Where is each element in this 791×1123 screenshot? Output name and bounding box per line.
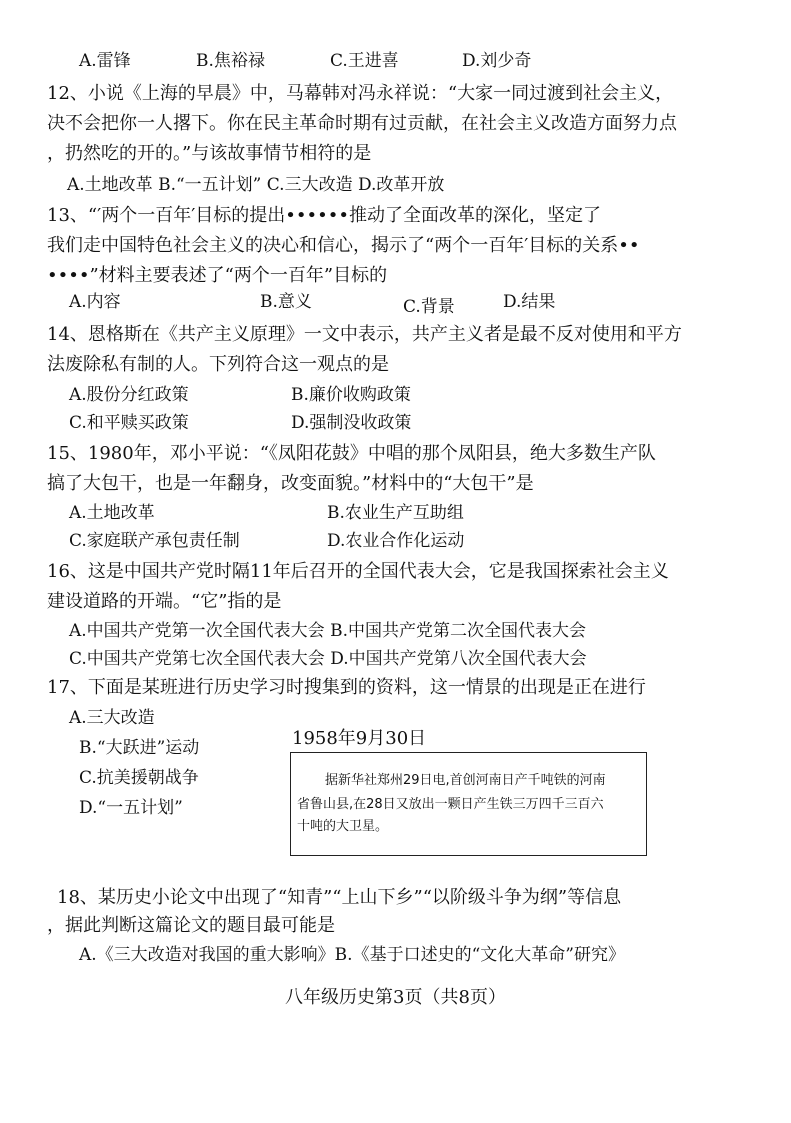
q17-option-b: B.“大跃进”运动 bbox=[79, 738, 200, 758]
q16-options-cd: C.中国共产党第七次全国代表大会 D.中国共产党第八次全国代表大会 bbox=[69, 649, 587, 669]
q15-option-d: D.农业合作化运动 bbox=[327, 531, 465, 551]
q11-option-c: C.王进喜 bbox=[330, 51, 399, 71]
q17-material-line-3: 十吨的大卫星。 bbox=[297, 819, 389, 834]
q18-stem-line-2: ，据此判断这篇论文的题目最可能是 bbox=[47, 915, 335, 936]
q13-option-a: A.内容 bbox=[69, 292, 121, 312]
q15-stem-line-1: 15、1980年，邓小平说：“《凤阳花鼓》中唱的那个凤阳县，绝大多数生产队 bbox=[47, 443, 656, 464]
q13-option-d: D.结果 bbox=[503, 292, 556, 312]
q18-stem-line-1: 18、某历史小论文中出现了“知青”“上山下乡”“以阶级斗争为纲”等信息 bbox=[57, 887, 622, 908]
q15-option-b: B.农业生产互助组 bbox=[327, 503, 464, 523]
q15-option-c: C.家庭联产承包责任制 bbox=[69, 531, 240, 551]
q14-stem-line-1: 14、恩格斯在《共产主义原理》一文中表示，共产主义者是最不反对使用和平方 bbox=[47, 324, 682, 345]
q15-stem-line-2: 搞了大包干，也是一年翻身，改变面貌。”材料中的“大包干”是 bbox=[47, 473, 534, 494]
q16-stem-line-1: 16、这是中国共产党时隔11年后召开的全国代表大会，它是我国探索社会主义 bbox=[47, 561, 669, 582]
q14-option-d: D.强制没收政策 bbox=[291, 413, 412, 433]
q14-option-c: C.和平赎买政策 bbox=[69, 413, 189, 433]
q13-stem-line-2: 我们走中国特色社会主义的决心和信心，揭示了“两个一百年′目标的关系•• bbox=[47, 235, 640, 256]
q17-material-line-1: 据新华社郑州29日电,首创河南日产千吨铁的河南 bbox=[325, 773, 606, 788]
q13-stem-line-1: 13、“′两个一百年′目标的提出••••••推动了全面改革的深化，坚定了 bbox=[47, 205, 601, 226]
q11-option-a: A.雷锋 bbox=[79, 51, 131, 71]
q17-material-line-2: 省鲁山县,在28日又放出一颗日产生铁三万四千三百六 bbox=[297, 797, 604, 812]
q16-options-ab: A.中国共产党第一次全国代表大会 B.中国共产党第二次全国代表大会 bbox=[69, 621, 586, 641]
q11-option-b: B.焦裕禄 bbox=[196, 51, 265, 71]
q13-stem-line-3: ••••”材料主要表述了“两个一百年”目标的 bbox=[47, 265, 388, 286]
q13-option-b: B.意义 bbox=[260, 292, 312, 312]
q17-option-a: A.三大改造 bbox=[69, 708, 155, 728]
q18-options: A.《三大改造对我国的重大影响》B.《基于口述史的“文化大革命”研究》 bbox=[79, 945, 625, 965]
q12-stem-line-3: ，扔然吃的开的。”与该故事情节相符的是 bbox=[47, 143, 372, 164]
q14-option-a: A.股份分红政策 bbox=[69, 385, 189, 405]
q17-option-d: D.“一五计划” bbox=[79, 798, 183, 818]
q11-option-d: D.刘少奇 bbox=[462, 51, 532, 71]
q17-stem: 17、下面是某班进行历史学习时搜集到的资料，这一情景的出现是正在进行 bbox=[47, 677, 646, 698]
q14-stem-line-2: 法废除私有制的人。下列符合这一观点的是 bbox=[47, 354, 389, 375]
q14-option-b: B.廉价收购政策 bbox=[291, 385, 411, 405]
q12-stem-line-2: 决不会把你一人撂下。你在民主革命时期有过贡献，在社会主义改造方面努力点 bbox=[47, 113, 677, 134]
q16-stem-line-2: 建设道路的开端。“它”指的是 bbox=[47, 591, 282, 612]
q15-option-a: A.土地改革 bbox=[69, 503, 155, 523]
q12-options: A.土地改革 B.“一五计划” C.三大改造 D.改革开放 bbox=[67, 175, 445, 195]
page-footer: 八年级历史第3页（共8页） bbox=[285, 987, 506, 1008]
q12-stem-line-1: 12、小说《上海的早晨》中，马幕韩对冯永祥说：“大家一同过渡到社会主义， bbox=[47, 83, 674, 104]
q17-material-date: 1958年9月30日 bbox=[292, 728, 427, 749]
q17-option-c: C.抗美援朝战争 bbox=[79, 768, 199, 788]
q13-option-c: C.背景 bbox=[403, 297, 455, 317]
